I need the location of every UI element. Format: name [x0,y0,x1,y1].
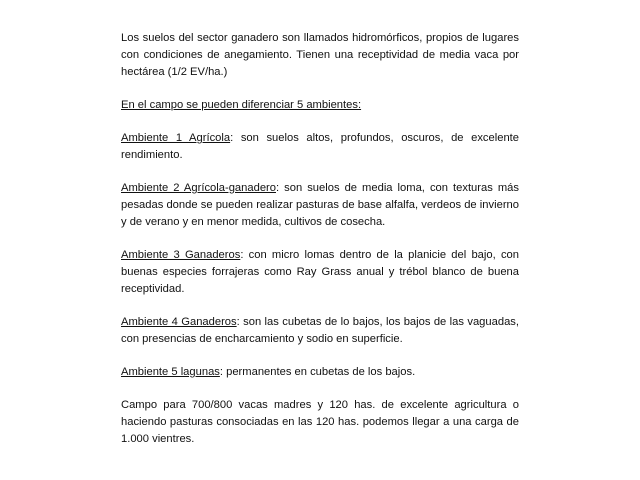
ambiente-2-title: Ambiente 2 Agrícola-ganadero [121,182,276,194]
ambiente-3-paragraph [121,247,519,298]
ambiente-3-text: : con micro lomas dentro de la planicie del bajo, con buenas especies forrajeras como Ray Grass anual y trébol blanco de buena receptividad. [121,249,519,295]
section-heading [121,97,519,114]
ambiente-1-paragraph [121,130,519,164]
ambiente-4-paragraph [121,314,519,348]
section-heading-text: En el campo se pueden diferenciar 5 ambientes: [121,99,362,111]
ambiente-1-title: Ambiente 1 Agrícola [121,132,231,144]
closing-paragraph: Campo para 700/800 vacas madres y 120 has. de excelente agricultura o haciendo pasturas consociadas en las 120 has. podemos llegar a una carga de 1.000 vientres. [121,399,519,445]
intro-paragraph: Los suelos del sector ganadero son llamados hidromórficos, propios de lugares con condiciones de anegamiento. Tienen una receptividad de media vaca por hectárea (1/2 EV/ha.) [121,32,519,78]
ambiente-4-title: Ambiente 4 Ganaderos [121,316,237,328]
ambiente-4-text: : son las cubetas de lo bajos, los bajos de las vaguadas, con presencias de encharcamiento y sodio en superficie. [121,316,519,345]
ambiente-3-title: Ambiente 3 Ganaderos [121,249,241,261]
ambiente-2-text: : son suelos de media loma, con texturas más pesadas donde se pueden realizar pasturas de base alfalfa, verdeos de invierno y de verano y en menor medida, cultivos de cosecha. [121,182,519,228]
ambiente-1-text: : son suelos altos, profundos, oscuros, de excelente rendimiento. [121,132,520,161]
document-body [121,30,519,464]
ambiente-5-title: Ambiente 5 lagunas [121,366,220,378]
ambiente-5-text: : permanentes en cubetas de los bajos. [219,366,416,378]
ambiente-2-paragraph [121,180,519,231]
ambiente-5-paragraph [121,364,519,381]
